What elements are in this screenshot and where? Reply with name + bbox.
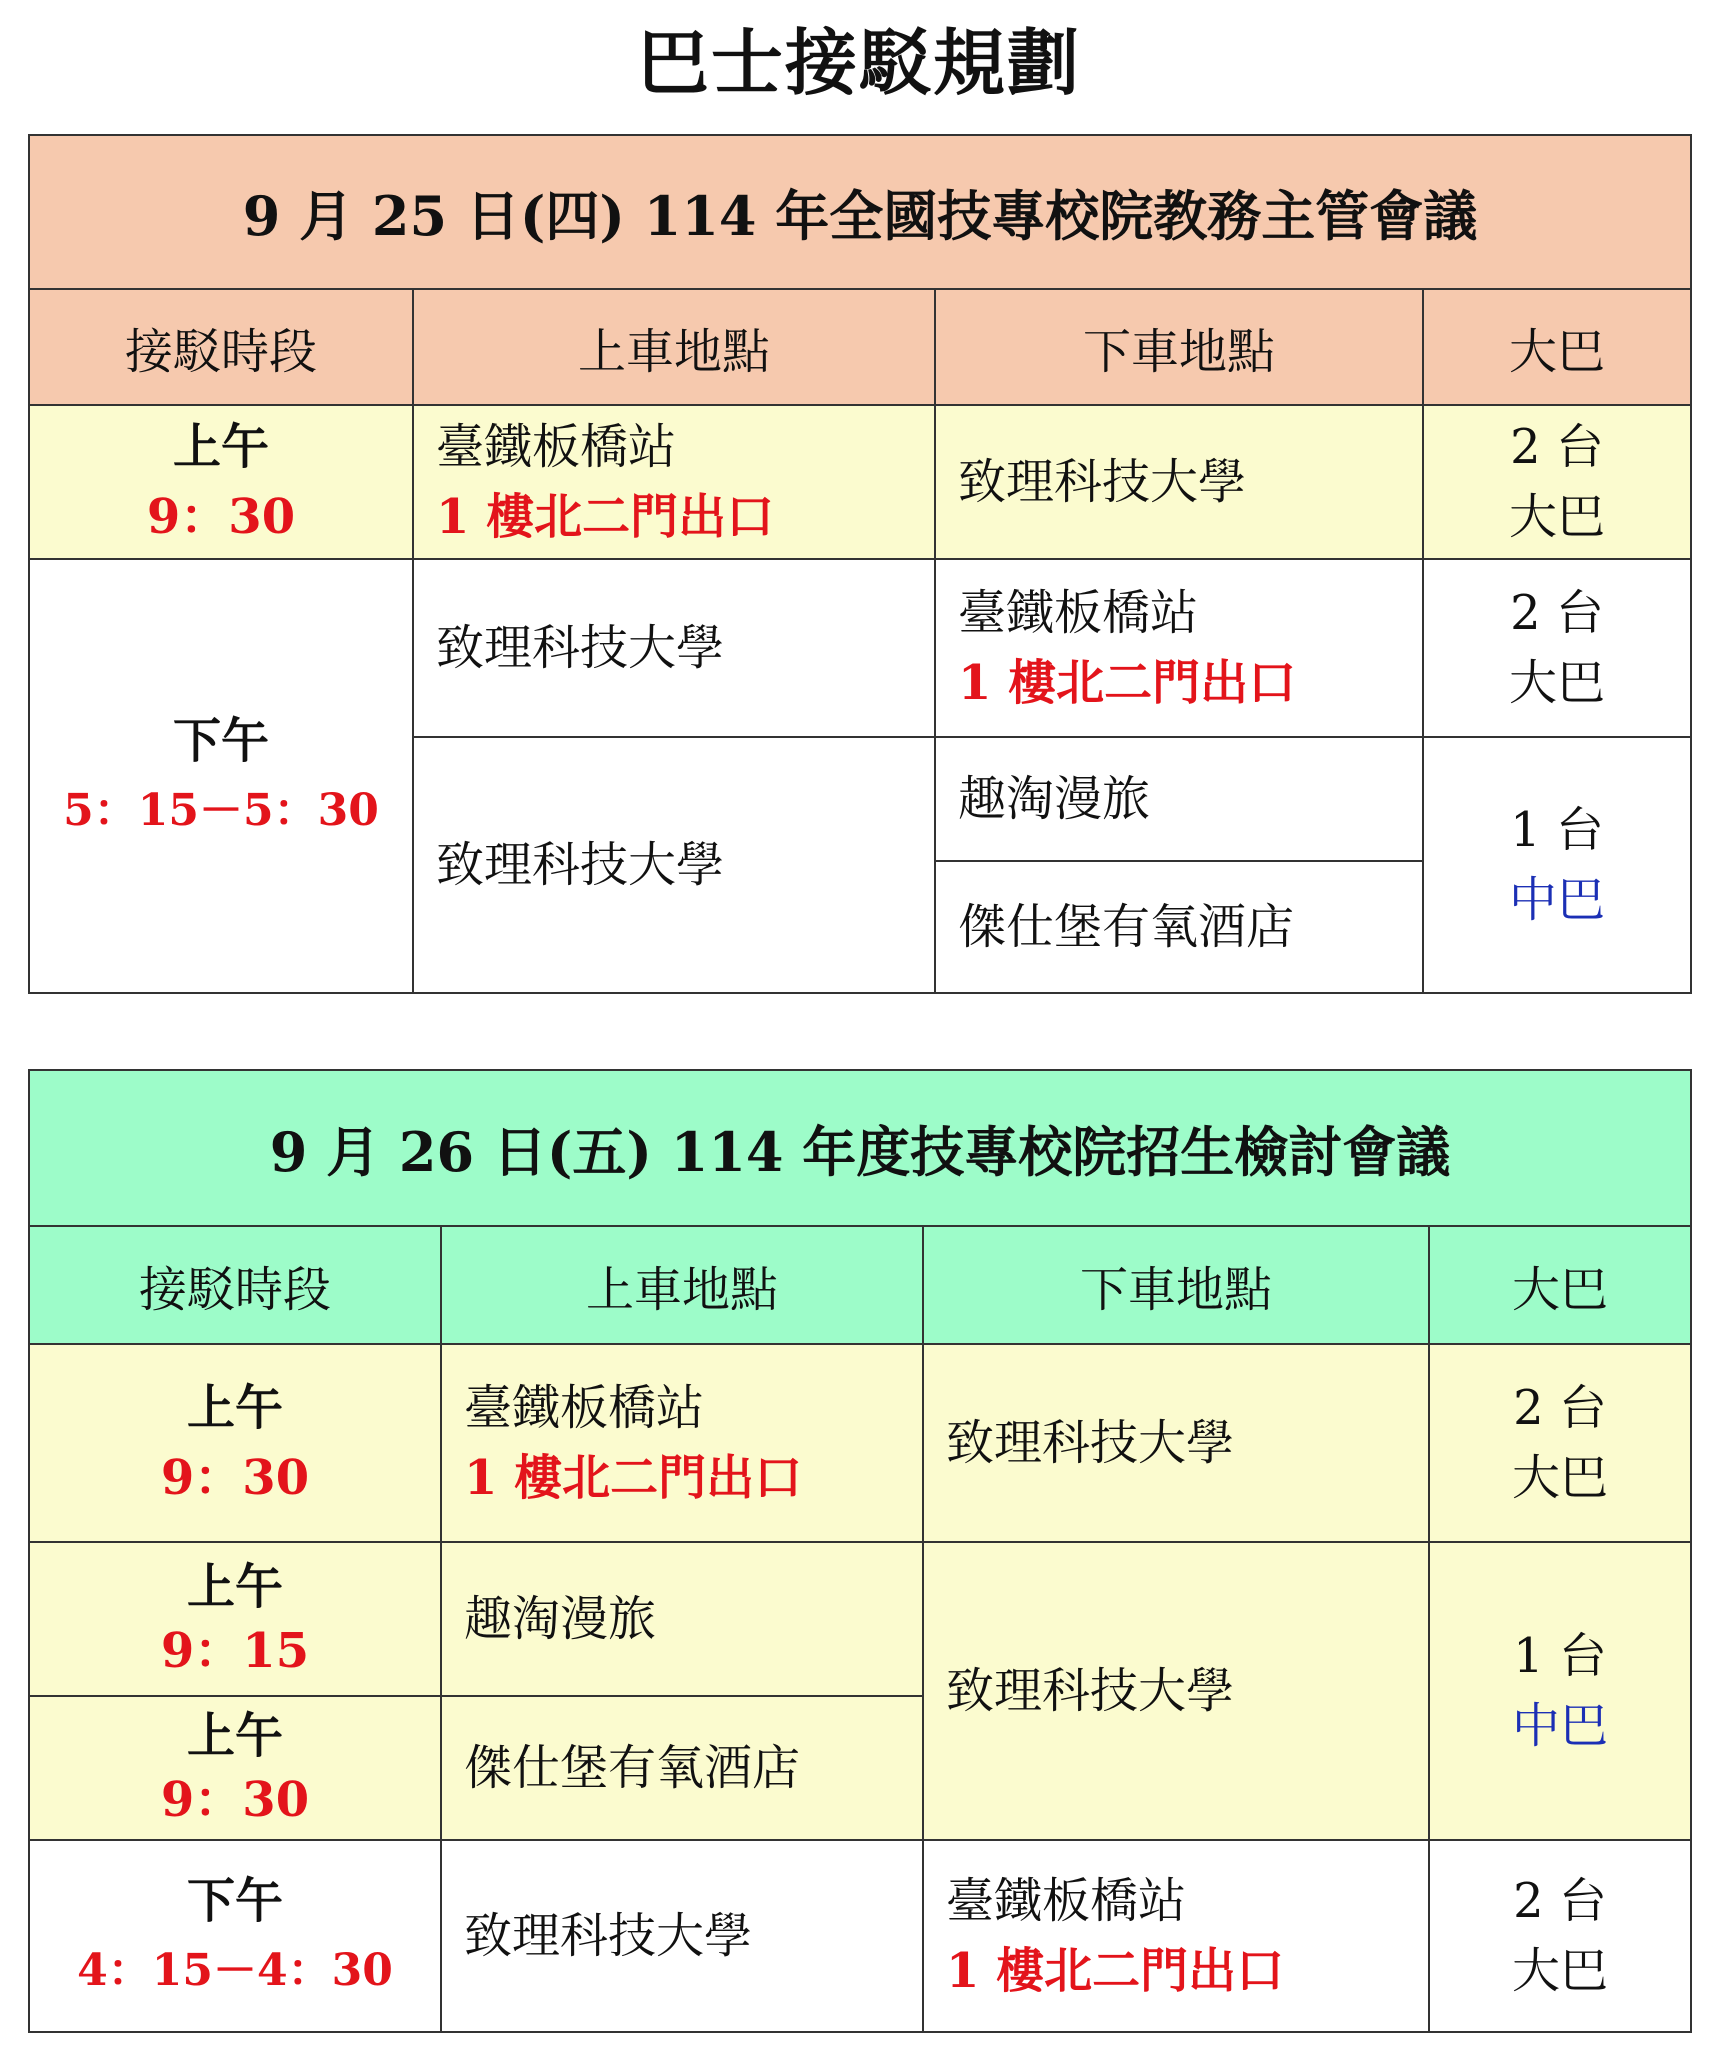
dropoff-location: 臺鐵板橋站 bbox=[946, 1873, 1187, 1929]
column-header-time: 接駁時段 bbox=[29, 289, 413, 405]
column-header-dropoff: 下車地點 bbox=[923, 1226, 1429, 1344]
period-label: 下午 bbox=[172, 713, 269, 769]
pickup-location: 臺鐵板橋站 bbox=[436, 419, 677, 475]
bus-count: 2 台 bbox=[1510, 419, 1604, 475]
dropoff-location: 趣淘漫旅 bbox=[958, 771, 1151, 827]
bus-type: 大巴 bbox=[1509, 489, 1606, 545]
table-row bbox=[29, 1344, 1691, 1542]
pickup-location: 趣淘漫旅 bbox=[464, 1591, 657, 1647]
dropoff-exit: 1 樓北二門出口 bbox=[946, 1943, 1285, 1999]
bus-type: 中巴 bbox=[1509, 872, 1606, 928]
table-row bbox=[29, 1840, 1691, 2032]
time-label: 9：30 bbox=[146, 489, 296, 545]
schedule-table-day1 bbox=[28, 134, 1692, 994]
time-label: 4：15－4：30 bbox=[77, 1945, 393, 1996]
dropoff-location: 傑仕堡有氧酒店 bbox=[958, 899, 1295, 955]
time-label: 5：15－5：30 bbox=[63, 785, 379, 836]
time-label: 9：30 bbox=[160, 1772, 310, 1828]
bus-count: 2 台 bbox=[1513, 1873, 1607, 1929]
column-header-pickup: 上車地點 bbox=[441, 1226, 923, 1344]
period-label: 上午 bbox=[186, 1559, 283, 1615]
time-label: 9：15 bbox=[160, 1623, 310, 1679]
pickup-exit: 1 樓北二門出口 bbox=[436, 489, 775, 545]
period-label: 上午 bbox=[172, 419, 269, 475]
column-header-bus: 大巴 bbox=[1423, 289, 1691, 405]
table-row bbox=[29, 1542, 1691, 1696]
bus-count: 1 台 bbox=[1510, 802, 1604, 858]
column-header-time: 接駁時段 bbox=[29, 1226, 441, 1344]
pickup-location: 致理科技大學 bbox=[436, 620, 725, 676]
dropoff-location: 致理科技大學 bbox=[946, 1663, 1235, 1719]
table-row bbox=[29, 559, 1691, 737]
dropoff-exit: 1 樓北二門出口 bbox=[958, 655, 1297, 711]
table-caption: 9 月 25 日(四) 114 年全國技專校院教務主管會議 bbox=[29, 135, 1691, 289]
bus-type: 大巴 bbox=[1512, 1943, 1609, 1999]
table-caption: 9 月 26 日(五) 114 年度技專校院招生檢討會議 bbox=[29, 1070, 1691, 1226]
column-header-dropoff: 下車地點 bbox=[935, 289, 1423, 405]
bus-type: 中巴 bbox=[1512, 1698, 1609, 1754]
table-row bbox=[29, 405, 1691, 559]
time-label: 9：30 bbox=[160, 1450, 310, 1506]
page-title: 巴士接駁規劃 bbox=[636, 21, 1081, 105]
pickup-exit: 1 樓北二門出口 bbox=[464, 1450, 803, 1506]
column-header-bus: 大巴 bbox=[1429, 1226, 1691, 1344]
dropoff-location: 致理科技大學 bbox=[958, 454, 1247, 510]
pickup-location: 傑仕堡有氧酒店 bbox=[464, 1740, 801, 1796]
pickup-location: 致理科技大學 bbox=[436, 837, 725, 893]
pickup-location: 臺鐵板橋站 bbox=[464, 1380, 705, 1436]
bus-count: 2 台 bbox=[1510, 585, 1604, 641]
period-label: 上午 bbox=[186, 1380, 283, 1436]
bus-type: 大巴 bbox=[1512, 1450, 1609, 1506]
column-header-pickup: 上車地點 bbox=[413, 289, 935, 405]
schedule-table-day2 bbox=[28, 1069, 1692, 2033]
bus-count: 1 台 bbox=[1513, 1628, 1607, 1684]
bus-type: 大巴 bbox=[1509, 655, 1606, 711]
dropoff-location: 致理科技大學 bbox=[946, 1415, 1235, 1471]
dropoff-location: 臺鐵板橋站 bbox=[958, 585, 1199, 641]
period-label: 下午 bbox=[186, 1873, 283, 1929]
period-label: 上午 bbox=[186, 1708, 283, 1764]
pickup-location: 致理科技大學 bbox=[464, 1908, 753, 1964]
bus-count: 2 台 bbox=[1513, 1380, 1607, 1436]
